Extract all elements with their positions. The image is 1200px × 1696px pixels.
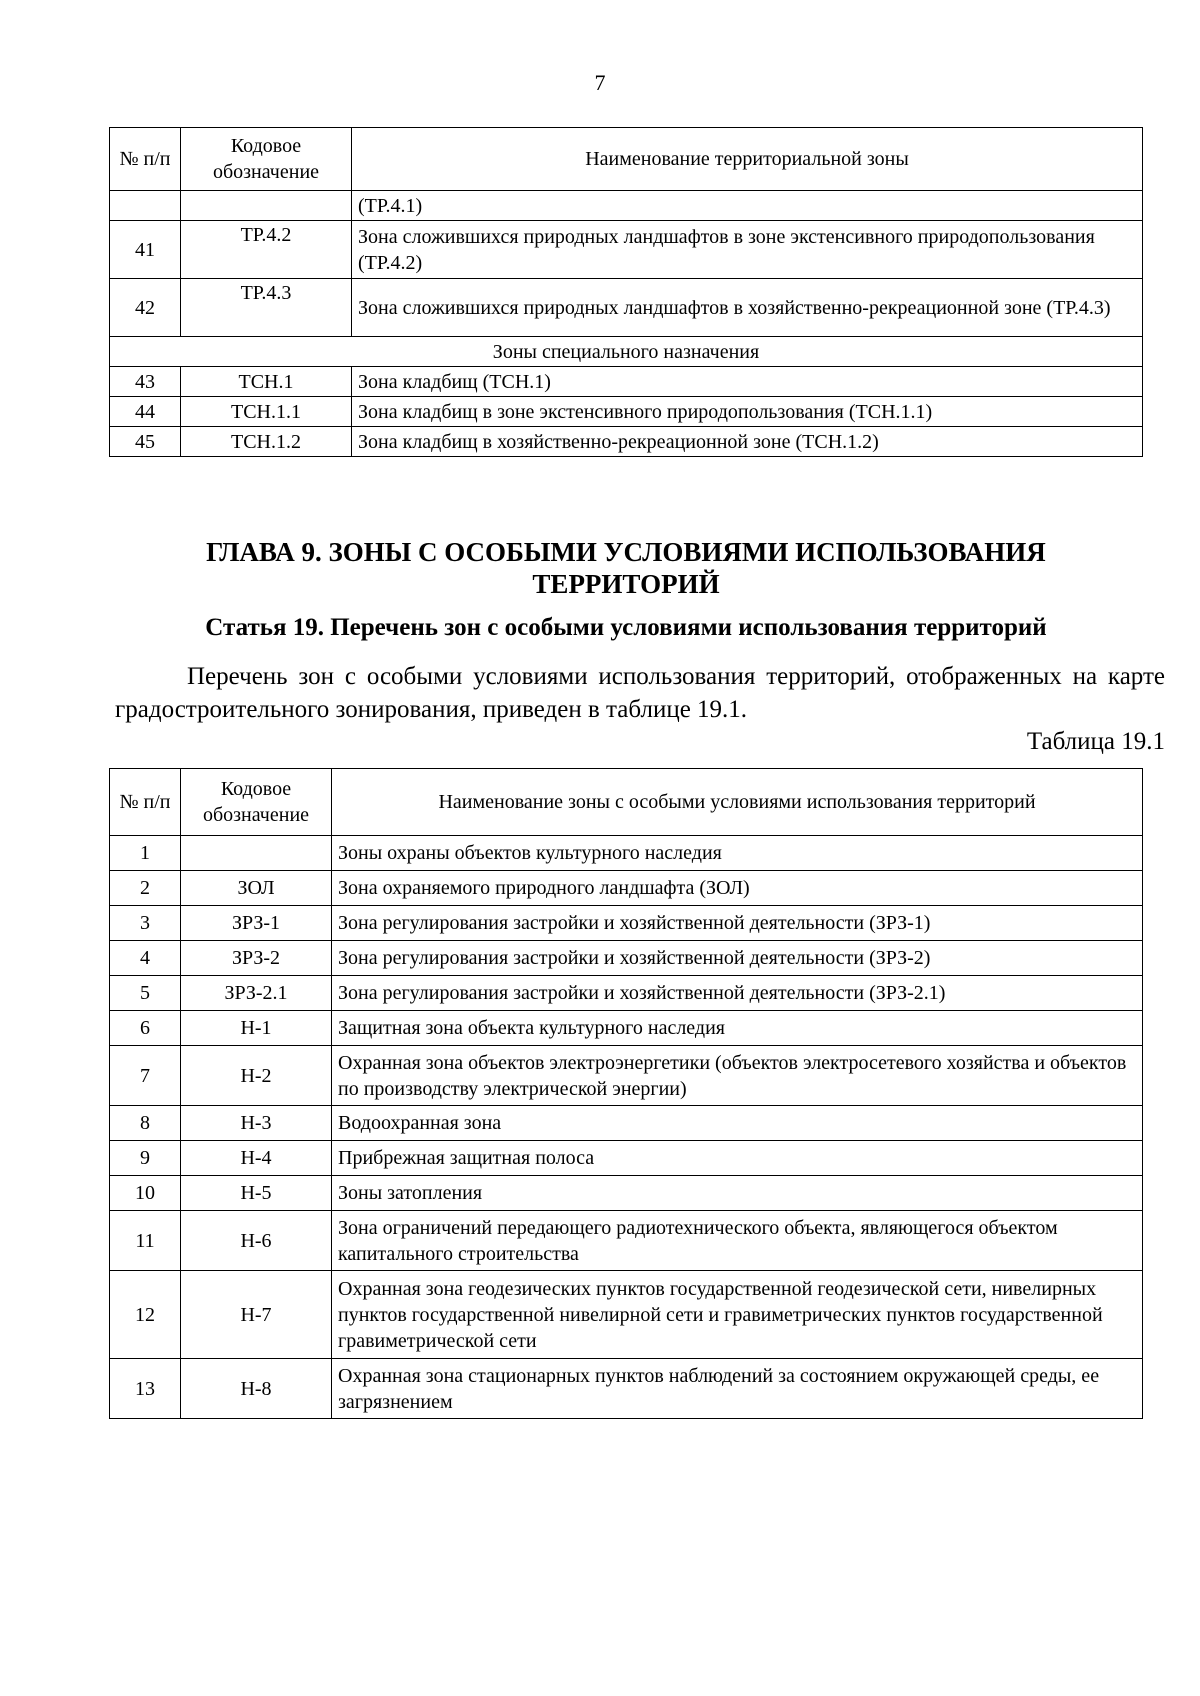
row-code: ЗРЗ-2.1 (181, 976, 332, 1011)
table-header-row (110, 128, 1143, 191)
table-row (110, 367, 1143, 397)
row-num: 42 (110, 279, 181, 337)
row-num: 9 (110, 1141, 181, 1176)
row-code: Н-3 (181, 1106, 332, 1141)
row-num: 44 (110, 397, 181, 427)
row-name: Прибрежная защитная полоса (332, 1141, 1143, 1176)
special-zones-table (109, 768, 1143, 1419)
table-row (110, 1011, 1143, 1046)
table-row (110, 279, 1143, 337)
table-row (110, 941, 1143, 976)
row-code: ТСН.1.1 (181, 397, 352, 427)
row-num: 5 (110, 976, 181, 1011)
row-name: Зона кладбищ (ТСН.1) (352, 367, 1143, 397)
row-code: ТСН.1.2 (181, 427, 352, 457)
table-row (110, 1046, 1143, 1106)
row-name: Охранная зона стационарных пунктов наблюдений за состоянием окружающей среды, ее загрязнением (332, 1359, 1143, 1419)
row-name: (ТР.4.1) (352, 191, 1143, 221)
row-name: Охранная зона геодезических пунктов государственной геодезической сети, нивелирных пунктов государственной нивелирной сети и гравиметрических пунктов государственной гравиметрической сети (332, 1271, 1143, 1359)
zones-table-continued (109, 127, 1143, 457)
table-row (110, 1141, 1143, 1176)
chapter-title-line2: ТЕРРИТОРИЙ (532, 569, 720, 599)
row-num: 41 (110, 221, 181, 279)
row-code: Н-6 (181, 1211, 332, 1271)
header-num: № п/п (110, 769, 181, 836)
row-num: 13 (110, 1359, 181, 1419)
table-row (110, 836, 1143, 871)
row-code: ЗОЛ (181, 871, 332, 906)
row-name: Защитная зона объекта культурного наследия (332, 1011, 1143, 1046)
table-row (110, 1106, 1143, 1141)
table-caption: Таблица 19.1 (1026, 728, 1165, 755)
row-code: ТР.4.2 (181, 221, 352, 279)
row-name: Зоны затопления (332, 1176, 1143, 1211)
row-name: Зона кладбищ в зоне экстенсивного природопользования (ТСН.1.1) (352, 397, 1143, 427)
row-code: Н-5 (181, 1176, 332, 1211)
header-code: Кодовое обозначение (181, 769, 332, 836)
row-name: Зона сложившихся природных ландшафтов в хозяйственно-рекреационной зоне (ТР.4.3) (352, 279, 1143, 337)
row-name: Зона кладбищ в хозяйственно-рекреационной зоне (ТСН.1.2) (352, 427, 1143, 457)
row-num: 45 (110, 427, 181, 457)
row-name: Зона регулирования застройки и хозяйственной деятельности (ЗРЗ-1) (332, 906, 1143, 941)
row-name: Зона регулирования застройки и хозяйственной деятельности (ЗРЗ-2) (332, 941, 1143, 976)
row-code: Н-7 (181, 1271, 332, 1359)
section-title: Зоны специального назначения (110, 337, 1143, 367)
row-num: 4 (110, 941, 181, 976)
header-code: Кодовое обозначение (181, 128, 352, 191)
row-num (110, 191, 181, 221)
header-name: Наименование территориальной зоны (352, 128, 1143, 191)
row-num: 1 (110, 836, 181, 871)
row-code: ЗРЗ-2 (181, 941, 332, 976)
row-num: 2 (110, 871, 181, 906)
row-name: Зона регулирования застройки и хозяйственной деятельности (ЗРЗ-2.1) (332, 976, 1143, 1011)
table-row (110, 427, 1143, 457)
table-row (110, 1211, 1143, 1271)
body-paragraph: Перечень зон с особыми условиями использования территорий, отображенных на карте градостроительного зонирования, приведен в таблице 19.1. (115, 663, 1165, 723)
table-row (110, 191, 1143, 221)
row-num: 8 (110, 1106, 181, 1141)
row-num: 3 (110, 906, 181, 941)
table-row (110, 1271, 1143, 1359)
row-name: Зона ограничений передающего радиотехнического объекта, являющегося объектом капитального строительства (332, 1211, 1143, 1271)
table-row (110, 906, 1143, 941)
row-code: Н-2 (181, 1046, 332, 1106)
row-num: 43 (110, 367, 181, 397)
article-title: Статья 19. Перечень зон с особыми условиями использования территорий (205, 614, 1047, 641)
row-name: Охранная зона объектов электроэнергетики (объектов электросетевого хозяйства и объектов по производству электрической энергии) (332, 1046, 1143, 1106)
table-row (110, 871, 1143, 906)
row-code: Н-8 (181, 1359, 332, 1419)
header-name: Наименование зоны с особыми условиями использования территорий (332, 769, 1143, 836)
header-num: № п/п (110, 128, 181, 191)
chapter-title (109, 536, 1143, 600)
row-code (181, 191, 352, 221)
table-row (110, 1176, 1143, 1211)
row-name: Водоохранная зона (332, 1106, 1143, 1141)
chapter-title-line1: ГЛАВА 9. ЗОНЫ С ОСОБЫМИ УСЛОВИЯМИ ИСПОЛЬЗОВАНИЯ (206, 537, 1046, 567)
row-code: ТСН.1 (181, 367, 352, 397)
table-row (110, 976, 1143, 1011)
row-name: Зона охраняемого природного ландшафта (ЗОЛ) (332, 871, 1143, 906)
row-num: 6 (110, 1011, 181, 1046)
row-code: Н-4 (181, 1141, 332, 1176)
row-num: 10 (110, 1176, 181, 1211)
row-num: 11 (110, 1211, 181, 1271)
table-row (110, 221, 1143, 279)
row-name: Зона сложившихся природных ландшафтов в зоне экстенсивного природопользования (ТР.4.2) (352, 221, 1143, 279)
row-code: Н-1 (181, 1011, 332, 1046)
table-header-row (110, 769, 1143, 836)
row-num: 7 (110, 1046, 181, 1106)
row-name: Зоны охраны объектов культурного наследия (332, 836, 1143, 871)
row-code: ТР.4.3 (181, 279, 352, 337)
page-number: 7 (594, 70, 606, 95)
row-num: 12 (110, 1271, 181, 1359)
table-row (110, 1359, 1143, 1419)
row-code (181, 836, 332, 871)
section-row (110, 337, 1143, 367)
row-code: ЗРЗ-1 (181, 906, 332, 941)
table-row (110, 397, 1143, 427)
